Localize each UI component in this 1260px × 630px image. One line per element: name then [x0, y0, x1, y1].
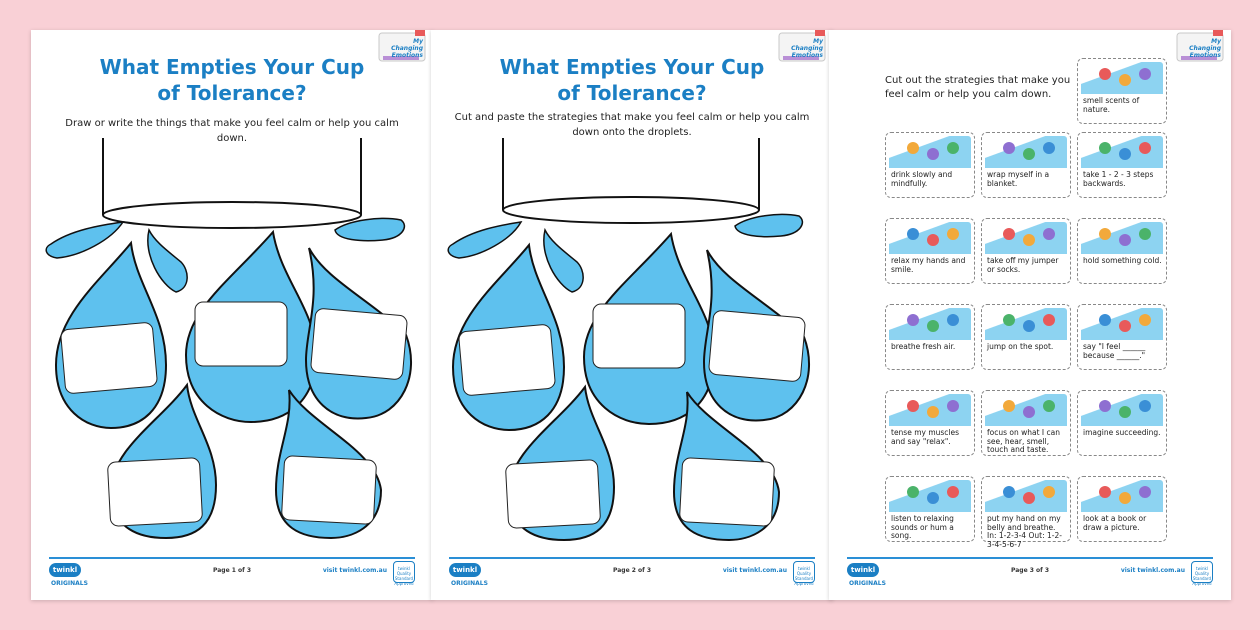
- strategy-picture-icon: [1139, 228, 1151, 240]
- strategy-picture-icon: [1119, 320, 1131, 332]
- strategy-picture-icon: [947, 400, 959, 412]
- strategy-card-text: look at a book or draw a picture.: [1083, 514, 1147, 532]
- strategy-card-text: hold something cold.: [1083, 256, 1162, 265]
- strategy-picture-icon: [907, 486, 919, 498]
- instruction-text: Cut and paste the strategies that make you feel calm or help you calm down onto the droplets.: [454, 112, 810, 138]
- strategy-picture-icon: [907, 228, 919, 240]
- strategy-picture-icon: [947, 142, 959, 154]
- card-illustration: [1081, 62, 1163, 94]
- strategy-picture-icon: [1003, 228, 1015, 240]
- quality-badge: twinkl Quality Standard Approved: [393, 561, 415, 583]
- strategy-card-text: breathe fresh air.: [891, 342, 956, 351]
- card-illustration: [985, 308, 1067, 340]
- card-illustration: [889, 480, 971, 512]
- strategy-picture-icon: [1119, 234, 1131, 246]
- strategy-card[interactable]: [981, 132, 1071, 198]
- strategy-picture-icon: [1023, 492, 1035, 504]
- worksheet-page-2: [431, 30, 833, 600]
- twinkl-logo: twinkl: [49, 563, 81, 577]
- worksheet-page-3: [829, 30, 1231, 600]
- strategy-picture-icon: [947, 486, 959, 498]
- strategy-card[interactable]: [1077, 58, 1167, 124]
- strategy-picture-icon: [1119, 406, 1131, 418]
- strategy-picture-icon: [1139, 68, 1151, 80]
- card-illustration: [985, 394, 1067, 426]
- strategy-card[interactable]: [1077, 132, 1167, 198]
- strategy-picture-icon: [1139, 142, 1151, 154]
- strategy-card-text: jump on the spot.: [987, 342, 1054, 351]
- website-link[interactable]: visit twinkl.com.au: [322, 567, 387, 574]
- strategy-picture-icon: [1139, 486, 1151, 498]
- strategy-card-text: tense my muscles and say "relax".: [891, 428, 960, 446]
- strategy-card-text: drink slowly and mindfully.: [891, 170, 953, 188]
- page-title: What Empties Your Cup of Tolerance?: [499, 55, 765, 105]
- page-title: What Empties Your Cup of Tolerance?: [99, 55, 365, 105]
- strategy-card-text: relax my hands and smile.: [891, 256, 966, 274]
- twinkl-logo: twinkl: [847, 563, 879, 577]
- strategy-picture-icon: [1023, 234, 1035, 246]
- strategy-picture-icon: [1003, 142, 1015, 154]
- strategy-card-text: take off my jumper or socks.: [987, 256, 1059, 274]
- footer-divider: [49, 557, 415, 559]
- strategy-card-text: smell scents of nature.: [1083, 96, 1140, 114]
- strategy-card-text: say "I feel ______ because ______.": [1083, 342, 1146, 360]
- strategy-picture-icon: [1003, 314, 1015, 326]
- strategy-picture-icon: [947, 314, 959, 326]
- worksheet-page-1: [31, 30, 433, 600]
- strategy-picture-icon: [1099, 314, 1111, 326]
- strategy-card[interactable]: [981, 218, 1071, 284]
- cup-and-droplets-illustration: [431, 30, 833, 550]
- twinkl-originals-label: ORIGINALS: [451, 580, 488, 587]
- strategy-picture-icon: [1139, 400, 1151, 412]
- strategy-card[interactable]: [885, 304, 975, 370]
- twinkl-logo: twinkl: [449, 563, 481, 577]
- strategy-card-text: focus on what I can see, hear, smell, touch and taste.: [987, 428, 1061, 454]
- strategy-card[interactable]: [981, 304, 1071, 370]
- strategy-card[interactable]: [885, 132, 975, 198]
- instruction-text: Cut out the strategies that make you feel calm or help you calm down.: [885, 75, 1071, 100]
- strategy-picture-icon: [927, 234, 939, 246]
- card-illustration: [889, 136, 971, 168]
- strategy-picture-icon: [907, 314, 919, 326]
- strategy-picture-icon: [927, 320, 939, 332]
- twinkl-originals-label: ORIGINALS: [849, 580, 886, 587]
- strategy-picture-icon: [1119, 492, 1131, 504]
- strategy-picture-icon: [1043, 486, 1055, 498]
- strategy-picture-icon: [1043, 314, 1055, 326]
- footer-divider: [449, 557, 815, 559]
- strategy-card-text: imagine succeeding.: [1083, 428, 1161, 437]
- strategy-picture-icon: [947, 228, 959, 240]
- instruction-text: Draw or write the things that make you feel calm or help you calm down.: [65, 118, 399, 144]
- website-link[interactable]: visit twinkl.com.au: [1120, 567, 1185, 574]
- strategy-picture-icon: [1139, 314, 1151, 326]
- strategy-card-text: listen to relaxing sounds or hum a song.: [891, 514, 954, 540]
- strategy-card[interactable]: [1077, 390, 1167, 456]
- series-badge: My Changing Emotions: [791, 38, 823, 59]
- card-illustration: [1081, 308, 1163, 340]
- strategy-card[interactable]: [1077, 476, 1167, 542]
- strategy-card[interactable]: [885, 476, 975, 542]
- card-illustration: [1081, 136, 1163, 168]
- strategy-picture-icon: [1023, 320, 1035, 332]
- strategy-picture-icon: [1099, 228, 1111, 240]
- series-badge: My Changing Emotions: [391, 38, 423, 59]
- strategy-card[interactable]: [1077, 218, 1167, 284]
- card-illustration: [985, 222, 1067, 254]
- strategy-card[interactable]: [885, 218, 975, 284]
- strategy-picture-icon: [927, 492, 939, 504]
- strategy-picture-icon: [1119, 74, 1131, 86]
- quality-badge: twinkl Quality Standard Approved: [793, 561, 815, 583]
- strategy-card-text: wrap myself in a blanket.: [987, 170, 1050, 188]
- strategy-picture-icon: [1023, 148, 1035, 160]
- strategy-picture-icon: [1023, 406, 1035, 418]
- strategy-picture-icon: [1119, 148, 1131, 160]
- cup-icon: [103, 138, 361, 228]
- cup-icon: [503, 138, 759, 223]
- website-link[interactable]: visit twinkl.com.au: [722, 567, 787, 574]
- strategy-picture-icon: [907, 400, 919, 412]
- strategy-picture-icon: [1099, 486, 1111, 498]
- card-illustration: [1081, 480, 1163, 512]
- card-illustration: [985, 136, 1067, 168]
- card-illustration: [985, 480, 1067, 512]
- strategy-card[interactable]: [1077, 304, 1167, 370]
- strategy-picture-icon: [927, 406, 939, 418]
- card-illustration: [889, 222, 971, 254]
- strategy-picture-icon: [907, 142, 919, 154]
- card-illustration: [1081, 394, 1163, 426]
- page-number: Page 2 of 3: [613, 567, 651, 574]
- strategy-card-text: put my hand on my belly and breathe. In: 1-2-3-4 Out: 1-2-3-4-5-6-7: [987, 514, 1062, 549]
- strategy-card-text: take 1 - 2 - 3 steps backwards.: [1083, 170, 1154, 188]
- strategy-picture-icon: [1043, 142, 1055, 154]
- card-illustration: [889, 394, 971, 426]
- strategy-picture-icon: [1043, 400, 1055, 412]
- strategy-picture-icon: [1003, 486, 1015, 498]
- page-number: Page 1 of 3: [213, 567, 251, 574]
- cup-and-droplets-illustration: [31, 30, 433, 550]
- strategy-picture-icon: [927, 148, 939, 160]
- strategy-card[interactable]: [981, 390, 1071, 456]
- page-number: Page 3 of 3: [1011, 567, 1049, 574]
- quality-badge: twinkl Quality Standard Approved: [1191, 561, 1213, 583]
- strategy-picture-icon: [1099, 68, 1111, 80]
- strategy-picture-icon: [1003, 400, 1015, 412]
- card-illustration: [889, 308, 971, 340]
- strategy-card[interactable]: [885, 390, 975, 456]
- strategy-card[interactable]: [981, 476, 1071, 549]
- strategy-picture-icon: [1099, 400, 1111, 412]
- strategy-picture-icon: [1043, 228, 1055, 240]
- series-badge: My Changing Emotions: [1189, 38, 1221, 59]
- footer-divider: [847, 557, 1213, 559]
- strategy-picture-icon: [1099, 142, 1111, 154]
- twinkl-originals-label: ORIGINALS: [51, 580, 88, 587]
- card-illustration: [1081, 222, 1163, 254]
